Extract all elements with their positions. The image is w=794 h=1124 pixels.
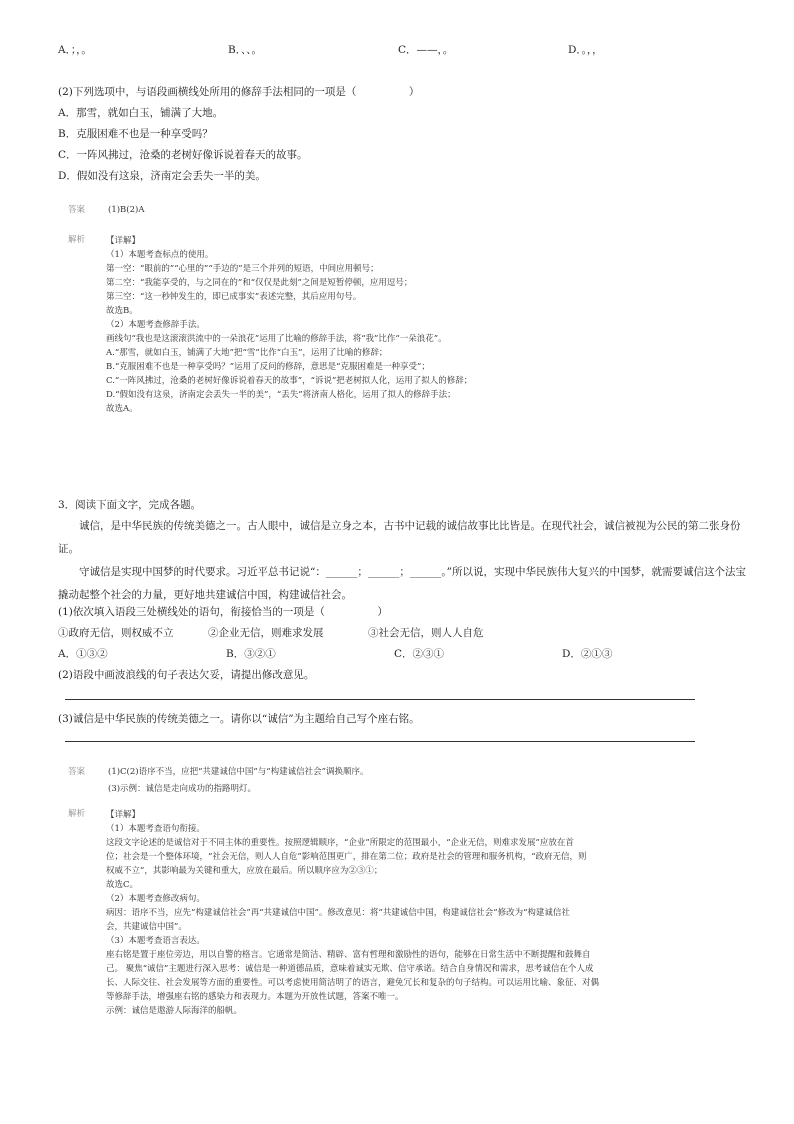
explanation-line: 【详解】 [106, 810, 141, 820]
explanation-line: 第一空：“眼前的”“心里的”“手边的”是三个并列的短语，中间应用顿号； [106, 264, 379, 274]
explanation-line: 等修辞手法，增强座右铭的感染力和表现力。本题为开放性试题，答案不唯一。 [106, 992, 404, 1002]
answer-tag: 答案 [68, 205, 86, 215]
explanation-line: 第三空：“这一秒钟发生的，即已成事实”表述完整，其后应用句号。 [106, 292, 362, 302]
q3-sub1-stem: (1)依次填入语段三处横线处的语句，衔接恰当的一项是（ ） [58, 606, 388, 618]
explanation-tag: 解析 [68, 809, 86, 819]
explanation-line: （2）本题考查修辞手法。 [106, 320, 205, 330]
explanation-line: 会，共建诚信中国”。 [106, 922, 187, 932]
q3-item-2: ②企业无信，则难求发展 [208, 627, 324, 639]
q3-sub2-stem: (2)语段中画波浪线的句子表达欠妥，请提出修改意见。 [58, 669, 315, 681]
explanation-line: 这段文字论述的是诚信对于不同主体的重要性。按照逻辑顺序，“企业”所限定的范围最小，“企业无信，则难求发展”应放在首 [106, 838, 574, 848]
q3-option-a: A．①③② [58, 648, 108, 660]
explanation-line: 长、人际交往、社会发展等方面的重要性。可以考虑使用简洁明了的语言，避免冗长和复杂的句子结构。可以运用比喻、象征、对偶 [106, 978, 600, 988]
answer-text: (1)B(2)A [108, 205, 145, 215]
q1-option-d: D．。，， [568, 44, 603, 56]
explanation-line: （1）本题考查语句衔接。 [106, 824, 205, 834]
q3-paragraph-2 [58, 561, 748, 607]
q3-option-d: D．②①③ [562, 648, 613, 660]
explanation-line: A.“那雪，就如白玉，铺满了大地”把“雪”比作“白玉”，运用了比喻的修辞； [106, 348, 388, 358]
fill-blank[interactable]: ______ [325, 566, 358, 578]
explanation-line: 座右铭是置于座位旁边，用以自警的格言。它通常是简洁、精辟、富有哲理和激励性的语句，能够在日常生活中不断提醒和鼓舞自 [106, 950, 591, 960]
answer-line[interactable] [65, 699, 695, 700]
q2-option-c: C．一阵风拂过，沧桑的老树好像诉说着春天的故事。 [58, 149, 308, 161]
explanation-line: C.“一阵风拂过，沧桑的老树好像诉说着春天的故事”，“诉说”把老树拟人化，运用了拟人的修辞； [106, 376, 473, 386]
answer-text: (3)示例：诚信是走向成功的指路明灯。 [108, 784, 257, 794]
paragraph-text: 守诚信是实现中国梦的时代要求。习近平总书记说“： [79, 566, 326, 578]
q3-option-b: B．③②① [226, 648, 276, 660]
explanation-line: 画线句“我也是这滚滚洪流中的一朵浪花”运用了比喻的修辞手法，将“我”比作“一朵浪花”。 [106, 334, 447, 344]
explanation-line: （2）本题考查修改病句。 [106, 894, 205, 904]
explanation-line: 己。 聚焦“诚信”主题进行深入思考：诚信是一种道德品质，意味着诚实无欺、信守承诺。结合自身情况和需求，思考诚信在个人成 [106, 964, 594, 974]
q1-options [58, 43, 748, 57]
q1-option-c: C．——，。 [398, 44, 454, 56]
explanation-line: 故选A。 [106, 404, 138, 414]
q2-stem: (2)下列选项中，与语段画横线处所用的修辞手法相同的一项是（ ） [58, 86, 420, 98]
answer-tag: 答案 [68, 767, 86, 777]
explanation-line: D.“假如没有这泉，济南定会丢失一半的美”，“丢失”将济南人格化，运用了拟人的修辞手法； [106, 390, 456, 400]
explanation-line: 第二空：“我能享受的，与之同在的”和“仅仅是此刻”之间是短暂停顿，应用逗号； [106, 278, 413, 288]
separator: ； [357, 566, 368, 578]
q3-options [58, 647, 748, 661]
q2-option-b: B．克服困难不也是一种享受吗？ [58, 128, 213, 140]
explanation-body [106, 234, 746, 416]
q2-option-d: D．假如没有这泉，济南定会丢失一半的美。 [58, 170, 266, 182]
answer-line[interactable] [65, 741, 695, 742]
q3-sub3-stem: (3)诚信是中华民族的传统美德之一。请你以“诚信”为主题给自己写个座右铭。 [58, 713, 420, 725]
fill-blank[interactable]: ______ [409, 566, 442, 578]
q3-paragraph-1: 诚信，是中华民族的传统美德之一。古人眼中，诚信是立身之本，古书中记载的诚信故事比比皆是。在现代社会，诚信被视为公民的第二张身份证。 [58, 520, 741, 555]
explanation-line: B.“克服困难不也是一种享受吗？”运用了反问的修辞，意思是“克服困难是一种享受”； [106, 362, 430, 372]
q3-title: 3．阅读下面文字，完成各题。 [58, 499, 202, 511]
answer-text: (1)C(2)语序不当，应把“共建诚信中国”与“构建诚信社会”调换顺序。 [108, 767, 369, 777]
explanation-line: 故选B。 [106, 306, 138, 316]
explanation-line: （1）本题考查标点的使用。 [106, 250, 214, 260]
explanation-line: 权威不立”，其影响最为关键和重大，应放在最后。所以顺序应为②③①； [106, 866, 383, 876]
explanation-line: （3）本题考查语言表达。 [106, 936, 205, 946]
fill-blank[interactable]: ______ [367, 566, 400, 578]
explanation-line: 【详解】 [106, 236, 141, 246]
explanation-line: 位；社会是一个整体环境，“社会无信，则人人自危”影响范围更广，排在第二位；政府是社会的管理和服务机构，“政府无信，则 [106, 852, 587, 862]
explanation-tag: 解析 [68, 235, 86, 245]
q2-option-a: A．那雪，就如白玉，铺满了大地。 [58, 107, 224, 119]
q1-option-a: A．；，。 [58, 44, 92, 56]
explanation-line: 故选C。 [106, 880, 139, 890]
q3-option-c: C．②③① [394, 648, 445, 660]
separator: ； [399, 566, 410, 578]
explanation-line: 示例：诚信是遨游人际海洋的船帆。 [106, 1006, 243, 1016]
q1-option-b: B．、、。 [228, 44, 262, 56]
q3-item-1: ①政府无信，则权威不立 [58, 627, 174, 639]
q3-item-3: ③社会无信，则人人自危 [368, 627, 484, 639]
q3-items [58, 626, 748, 640]
explanation-body [106, 808, 746, 1018]
explanation-line: 病因：语序不当，应先“构建诚信社会”再“共建诚信中国”。修改意见：将“共建诚信中国，构建诚信社会”修改为“构建诚信社 [106, 908, 570, 918]
paragraph-text: 。”所以说，实现中华民族伟大复兴的中国梦，就需要诚信这个法宝撬动起整个社会的力量，更好地共建诚信中国，构建诚信社会。 [58, 566, 746, 601]
